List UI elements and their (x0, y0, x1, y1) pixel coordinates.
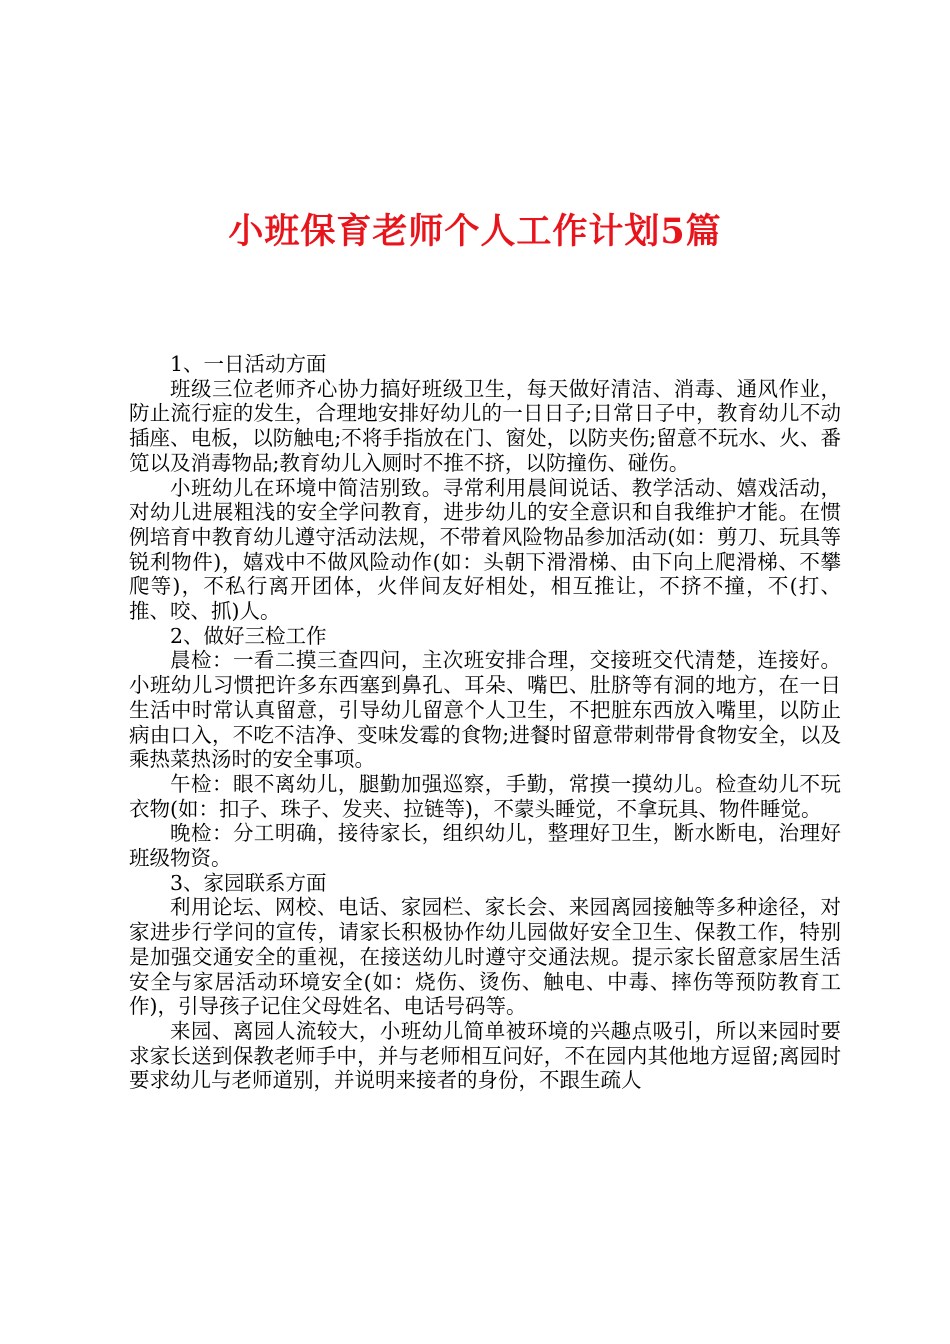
paragraph: 班级三位老师齐心协力搞好班级卫生，每天做好清洁、消毒、通风作业，防止流行症的发生，合理地安排好幼儿的一日日子;日常日子中，教育幼儿不动插座、电板，以防触电;不将手指放在门、窗处，以防夹伤;留意不玩水、火、番笕以及消毒物品;教育幼儿入厕时不推不挤，以防撞伤、碰伤。 (129, 376, 841, 475)
section-heading-three-checks: 2、做好三检工作 (170, 623, 327, 648)
paragraph: 晨检：一看二摸三查四问，主次班安排合理，交接班交代清楚，连接好。小班幼儿习惯把许多东西塞到鼻孔、耳朵、嘴巴、肚脐等有洞的地方，在一日生活中时常认真留意，引导幼儿留意个人卫生，不把脏东西放入嘴里，以防止病由口入，不吃不洁净、变味发霉的食物;进餐时留意带刺带骨食物安全，以及乘热菜热汤时的安全事项。 (129, 648, 841, 772)
section-heading-home-school: 3、家园联系方面 (170, 870, 327, 895)
paragraph: 小班幼儿在环境中简洁别致。寻常利用晨间说话、教学活动、嬉戏活动，对幼儿进展粗浅的安全学问教育，进步幼儿的安全意识和自我维护才能。在惯例培育中教育幼儿遵守活动法规，不带着风险物品参加活动(如：剪刀、玩具等锐利物件)，嬉戏中不做风险动作(如：头朝下滑滑梯、由下向上爬滑梯、不攀爬等)，不私行离开团体，火伴间友好相处，相互推让，不挤不撞，不(打、推、咬、抓)人。 (129, 475, 841, 624)
document-title: 小班保育老师个人工作计划5篇 (228, 211, 722, 252)
paragraph: 晚检：分工明确，接待家长，组织幼儿，整理好卫生，断水断电，治理好班级物资。 (129, 821, 841, 871)
section-heading-daily-activities: 1、一日活动方面 (170, 352, 327, 376)
paragraph: 来园、离园人流较大，小班幼儿简单被环境的兴趣点吸引，所以来园时要求家长送到保教老师手中，并与老师相互问好，不在园内其他地方逗留;离园时要求幼儿与老师道别，并说明来接者的身份，不跟生疏人 (129, 1018, 841, 1093)
paragraph: 利用论坛、网校、电话、家园栏、家长会、来园离园接触等多种途径，对家进步行学问的宣传，请家长积极协作幼儿园做好安全卫生、保教工作，特别是加强交通安全的重视，在接送幼儿时遵守交通法规。提示家长留意家居生活安全与家居活动环境安全(如：烧伤、烫伤、触电、中毒、摔伤等预防教育工作)，引导孩子记住父母姓名、电话号码等。 (129, 895, 841, 1019)
document-body (129, 352, 841, 1093)
paragraph: 午检：眼不离幼儿，腿勤加强巡察，手勤，常摸一摸幼儿。检查幼儿不玩衣物(如：扣子、珠子、发夹、拉链等)，不蒙头睡觉，不拿玩具、物件睡觉。 (129, 771, 841, 821)
